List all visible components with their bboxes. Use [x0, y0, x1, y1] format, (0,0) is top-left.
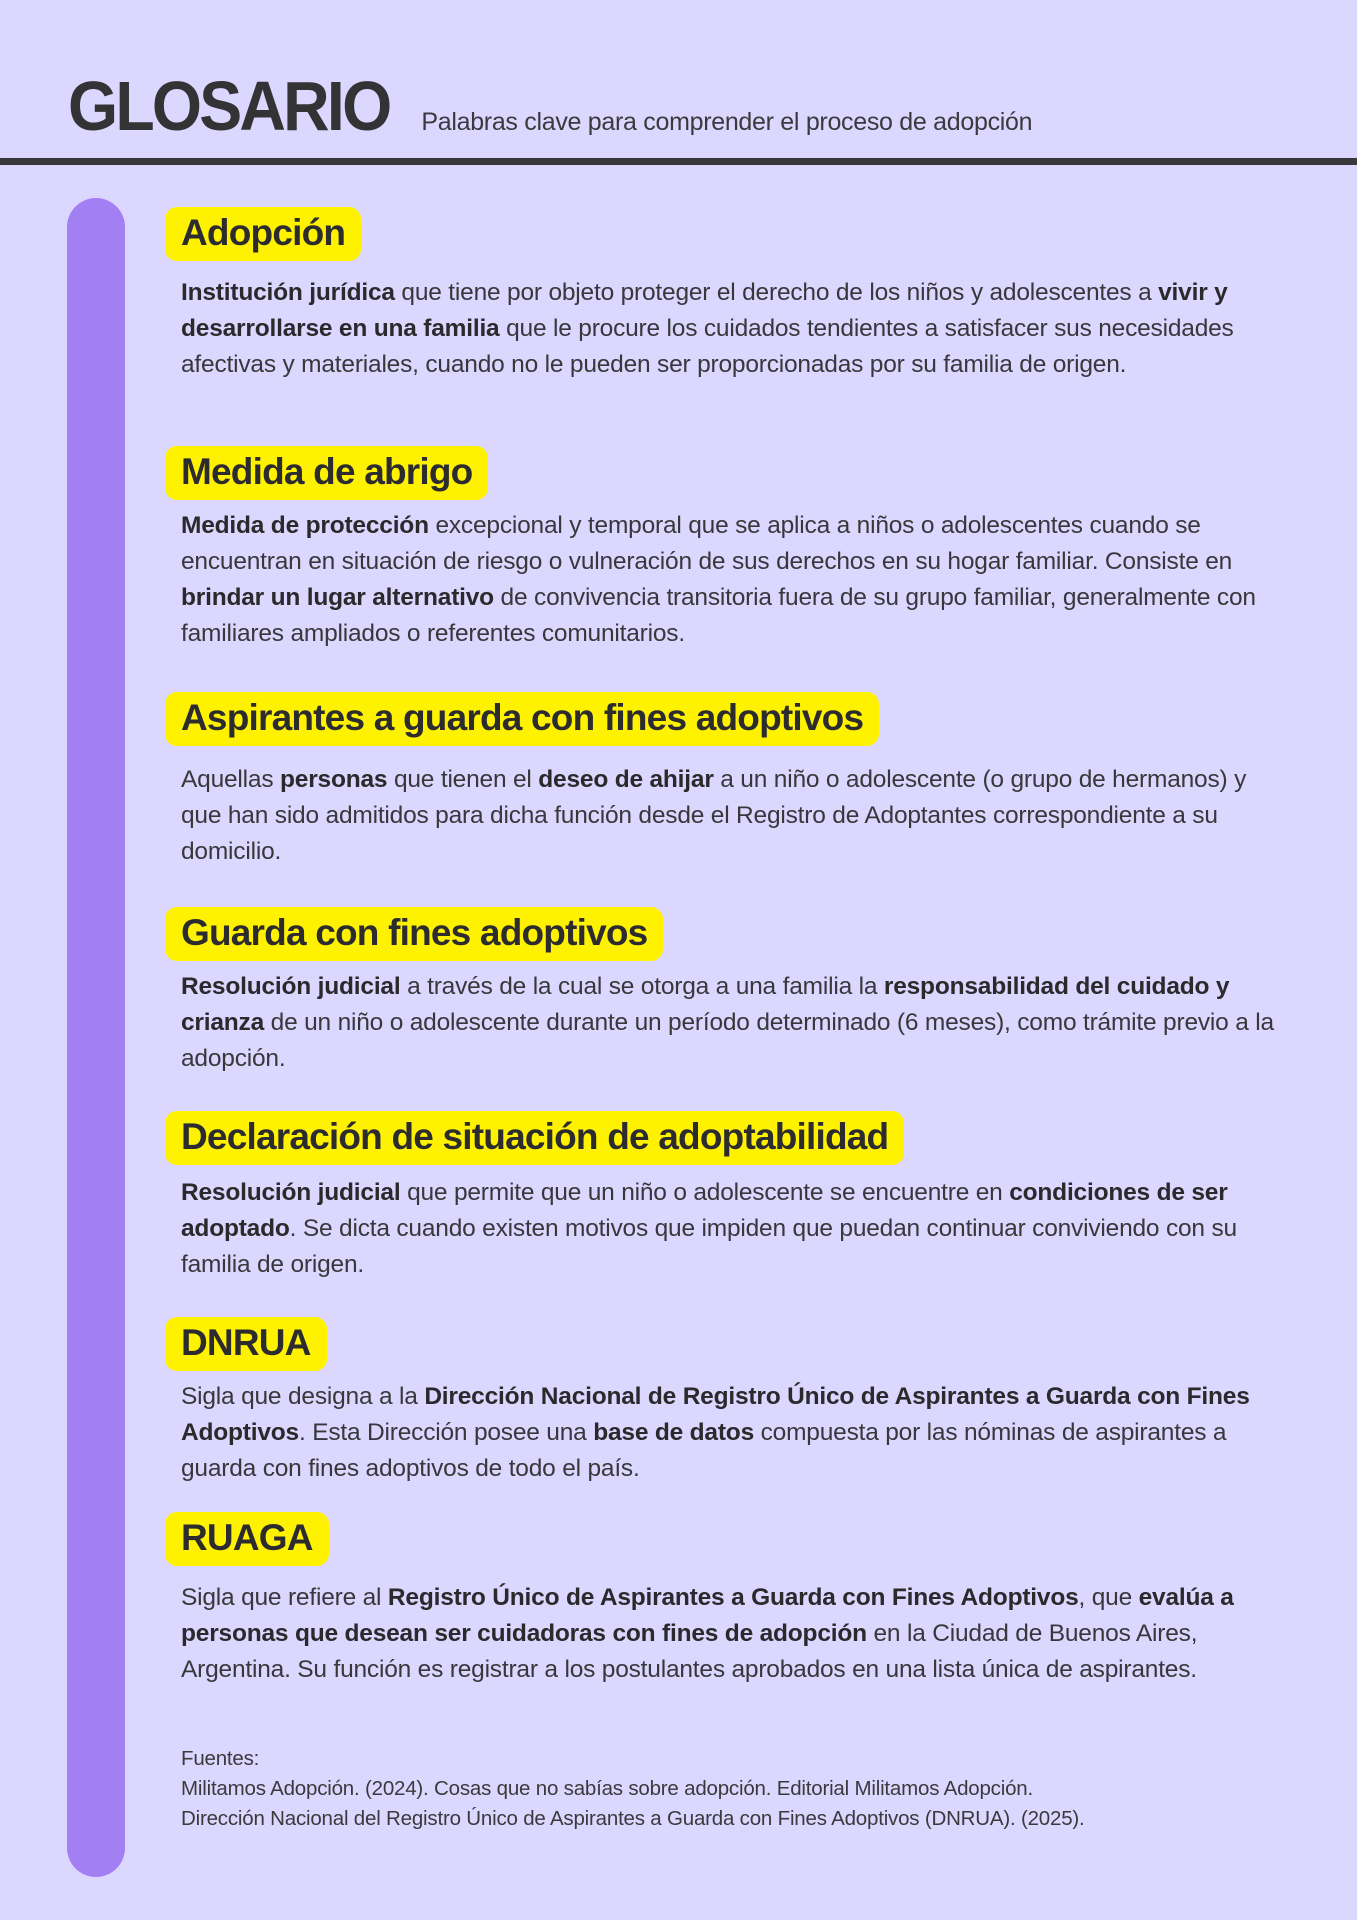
definition-text: Sigla que refiere al [181, 1583, 388, 1611]
definition-text: excepcional y temporal que se aplica a niños o adolescentes cuando se encuentran en situación de riesgo o vulneración de sus derechos en su hogar familiar. Consiste en [181, 511, 1233, 575]
glossary-term: Medida de abrigo [165, 446, 488, 500]
glossary-entry-aspirantes [165, 692, 1285, 870]
glossary-definition [165, 508, 1285, 652]
definition-text: que tienen el [387, 765, 539, 793]
glossary-definition [165, 275, 1285, 383]
glossary-definition [165, 969, 1285, 1077]
definition-text: Aquellas [181, 765, 280, 793]
header-divider [0, 158, 1357, 165]
glossary-term: Guarda con fines adoptivos [165, 907, 663, 961]
definition-emphasis: Resolución judicial [181, 972, 401, 1000]
page-subtitle: Palabras clave para comprender el proceso de adopción [421, 108, 1033, 136]
definition-emphasis: Dirección Nacional de Registro Único de Aspirantes a Guarda con Fines Adoptivos [181, 1382, 1250, 1446]
page-title: GLOSARIO [68, 67, 390, 145]
sources [181, 1744, 1085, 1834]
definition-text: a través de la cual se otorga a una familia la [400, 972, 884, 1000]
definition-text: a un niño o adolescente (o grupo de hermanos) y que han sido admitidos para dicha función desde el Registro de Adoptantes correspondiente a su domicilio. [181, 765, 1247, 865]
definition-text: que permite que un niño o adolescente se encuentre en [400, 1178, 1010, 1206]
definition-emphasis: responsabilidad del cuidado y crianza [181, 972, 1230, 1036]
glossary-term: DNRUA [165, 1317, 327, 1371]
definition-emphasis: base de datos [593, 1418, 754, 1446]
sources-label: Fuentes: [181, 1747, 260, 1770]
source-citation: Militamos Adopción. (2024). Cosas que no sabías sobre adopción. Editorial Militamos Adopción. [181, 1777, 1033, 1800]
definition-emphasis: evalúa a personas que desean ser cuidadoras con fines de adopción [181, 1583, 1234, 1647]
glossary-definition [165, 762, 1285, 870]
definition-text: que le procure los cuidados tendientes a satisfacer sus necesidades afectivas y materiales, cuando no le pueden ser proporcionadas por su familia de origen. [181, 314, 1234, 378]
glossary-entry-adopcion [165, 207, 1285, 383]
definition-text: que tiene por objeto proteger el derecho de los niños y adolescentes a [394, 278, 1159, 306]
source-citation: Dirección Nacional del Registro Único de Aspirantes a Guarda con Fines Adoptivos (DNRUA). (2025). [181, 1807, 1085, 1830]
definition-text: en la Ciudad de Buenos Aires, Argentina. Su función es registrar a los postulantes aprobados en una lista única de aspirantes. [181, 1619, 1198, 1683]
glossary-entry-guarda [165, 907, 1285, 1077]
glossary-definition [165, 1580, 1285, 1688]
definition-text: , que [1078, 1583, 1139, 1611]
glossary-entry-medida-de-abrigo [165, 446, 1285, 652]
definition-text: compuesta por las nóminas de aspirantes a guarda con fines adoptivos de todo el país. [181, 1418, 1227, 1482]
decorative-side-bar [67, 198, 125, 1877]
page-header [68, 66, 1032, 146]
definition-emphasis: condiciones de ser adoptado [181, 1178, 1228, 1242]
definition-emphasis: personas [280, 765, 388, 793]
glossary-definition [165, 1175, 1285, 1283]
glossary-entry-dnrua [165, 1317, 1285, 1487]
glossary-term: Aspirantes a guarda con fines adoptivos [165, 692, 879, 746]
definition-emphasis: Medida de protección [181, 511, 429, 539]
definition-emphasis: deseo de ahijar [538, 765, 714, 793]
definition-emphasis: Institución jurídica [181, 278, 395, 306]
definition-emphasis: Resolución judicial [181, 1178, 401, 1206]
glossary-term: Declaración de situación de adoptabilidad [165, 1111, 904, 1165]
definition-text: Sigla que designa a la [181, 1382, 425, 1410]
glossary-entry-adoptabilidad [165, 1111, 1285, 1283]
glossary-term: Adopción [165, 207, 361, 261]
glossary-definition [165, 1379, 1285, 1487]
glossary-term: RUAGA [165, 1512, 329, 1566]
definition-text: de un niño o adolescente durante un período determinado (6 meses), como trámite previo a la adopción. [181, 1008, 1274, 1072]
glossary-entry-ruaga [165, 1512, 1285, 1688]
definition-text: . Esta Dirección posee una [298, 1418, 594, 1446]
definition-text: . Se dicta cuando existen motivos que impiden que puedan continuar conviviendo con su familia de origen. [181, 1214, 1237, 1278]
definition-emphasis: brindar un lugar alternativo [181, 583, 494, 611]
definition-emphasis: vivir y desarrollarse en una familia [181, 278, 1228, 342]
definition-emphasis: Registro Único de Aspirantes a Guarda con Fines Adoptivos [387, 1583, 1079, 1611]
definition-text: de convivencia transitoria fuera de su grupo familiar, generalmente con familiares ampliados o referentes comunitarios. [181, 583, 1256, 647]
